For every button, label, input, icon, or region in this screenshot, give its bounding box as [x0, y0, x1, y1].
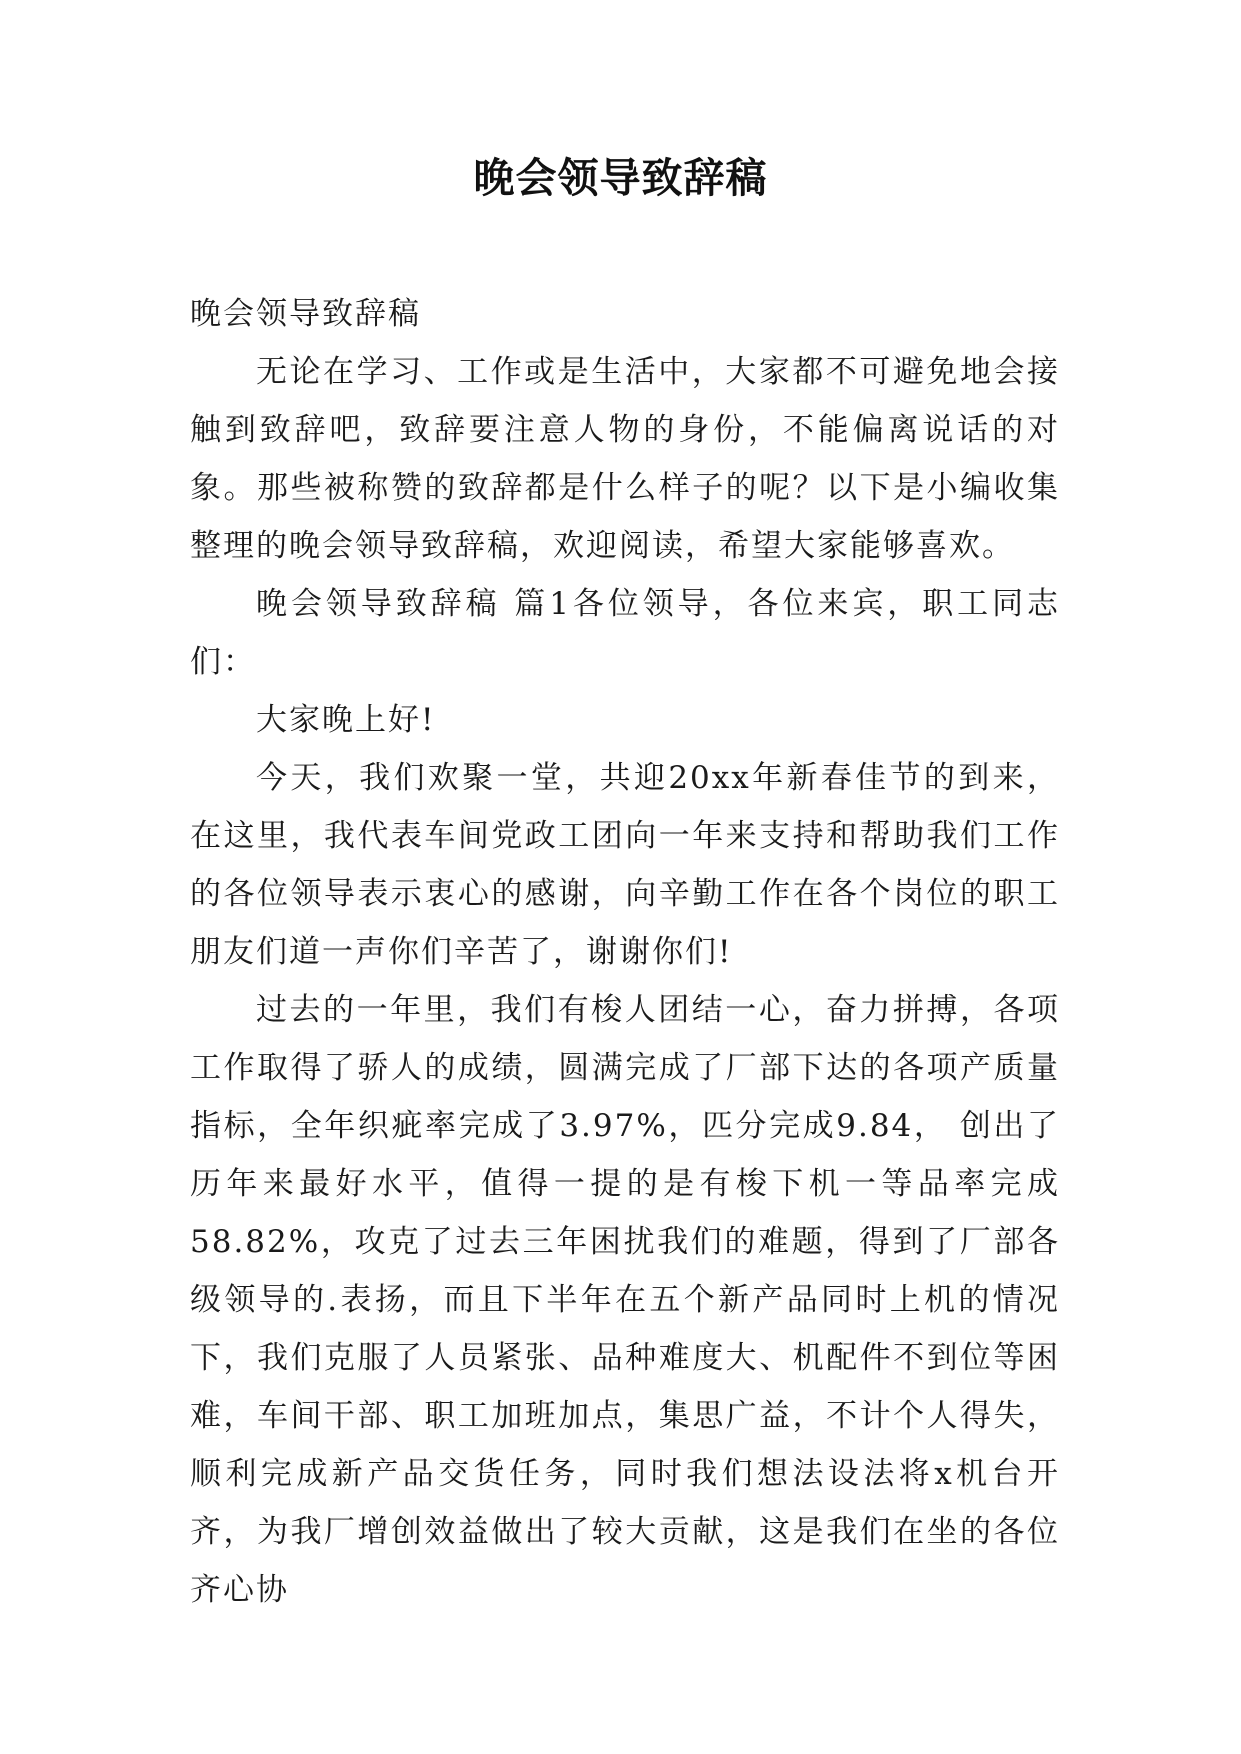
document-title: 晚会领导致辞稿: [473, 154, 768, 202]
document-body: [190, 285, 1060, 1619]
salutation-paragraph: 晚会领导致辞稿 篇1各位领导，各位来宾，职工同志们：: [190, 586, 1060, 680]
thanks-paragraph: 今天，我们欢聚一堂，共迎20xx年新春佳节的到来，在这里，我代表车间党政工团向一年来支持和帮助我们工作的各位领导表示衷心的感谢，向辛勤工作在各个岗位的职工朋友们道一声你们辛苦了，谢谢你们!: [190, 760, 1060, 970]
body-heading: 晚会领导致辞稿: [190, 296, 421, 332]
greeting-paragraph: 大家晚上好!: [256, 702, 436, 738]
intro-paragraph: 无论在学习、工作或是生活中，大家都不可避免地会接触到致辞吧，致辞要注意人物的身份，不能偏离说话的对象。那些被称赞的致辞都是什么样子的呢？以下是小编收集整理的晚会领导致辞稿，欢迎阅读，希望大家能够喜欢。: [190, 354, 1060, 564]
achievements-paragraph: 过去的一年里，我们有梭人团结一心，奋力拼搏，各项工作取得了骄人的成绩，圆满完成了厂部下达的各项产质量指标，全年织疵率完成了3.97%，匹分完成9.84， 创出了历年来最好水平，值得一提的是有梭下机一等品率完成58.82%，攻克了过去三年困扰我们的难题，得到了厂部各级领导的.表扬，而且下半年在五个新产品同时上机的情况下，我们克服了人员紧张、品种难度大、机配件不到位等困难，车间干部、职工加班加点，集思广益，不计个人得失，顺利完成新产品交货任务，同时我们想法设法将x机台开齐，为我厂增创效益做出了较大贡献，这是我们在坐的各位齐心协: [190, 992, 1060, 1608]
